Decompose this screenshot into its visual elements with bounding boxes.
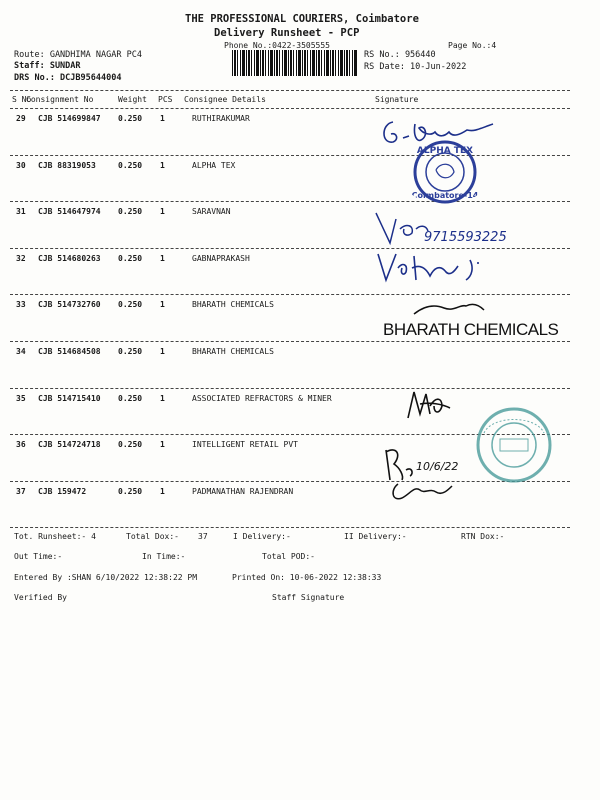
row-sno: 31 <box>16 207 26 217</box>
row-pcs: 1 <box>160 207 165 217</box>
handwritten-phone: 9715593225 <box>424 230 507 245</box>
signature-33 <box>410 296 500 320</box>
divider <box>10 527 570 528</box>
alpha-tex-stamp <box>400 140 490 205</box>
row-consignment: CJB 88319053 <box>38 160 96 170</box>
total-dox-value: 37 <box>198 532 208 541</box>
row-consignee: ASSOCIATED REFRACTORS & MINER <box>192 393 332 403</box>
col-consignee: Consignee Details <box>184 95 266 104</box>
row-pcs: 1 <box>160 114 165 123</box>
row-pcs: 1 <box>160 486 165 496</box>
rs-date: RS Date: 10-Jun-2022 <box>364 62 467 72</box>
rs-number: RS No.: 956440 <box>364 50 436 60</box>
row-pcs: 1 <box>160 440 165 450</box>
row-sno: 35 <box>16 393 26 403</box>
rtn-dox: RTN Dox:- <box>461 532 505 541</box>
row-pcs: 1 <box>160 300 165 310</box>
total-dox-label: Total Dox:- <box>126 532 179 541</box>
row-weight: 0.250 <box>118 207 143 217</box>
row-consignment: CJB 514732760 <box>38 300 101 310</box>
col-signature: Signature <box>375 95 419 104</box>
divider <box>10 388 570 389</box>
runsheet-subtitle: Delivery Runsheet - PCP <box>214 27 360 39</box>
total-pod: Total POD:- <box>262 552 315 561</box>
row-weight: 0.250 <box>118 160 143 170</box>
col-sno: S No <box>12 95 32 104</box>
phone-number: Phone No.:0422-3505555 <box>224 41 330 50</box>
signature-35 <box>400 384 460 424</box>
row-consignee: INTELLIGENT RETAIL PVT <box>192 440 298 450</box>
row-consignment: CJB 514724718 <box>38 440 101 450</box>
row-sno: 34 <box>16 347 26 356</box>
row-pcs: 1 <box>160 347 165 356</box>
row-sno: 33 <box>16 300 26 310</box>
bharath-chemicals-stamp: BHARATH CHEMICALS <box>383 320 559 339</box>
row-sno: 32 <box>16 253 26 263</box>
row-pcs: 1 <box>160 393 165 403</box>
route-label: Route: GANDHIMA NAGAR PC4 <box>14 50 142 60</box>
row-sno: 37 <box>16 486 26 496</box>
row-sno: 30 <box>16 160 26 170</box>
row-consignee: RUTHIRAKUMAR <box>192 114 250 123</box>
out-time: Out Time:- <box>14 552 63 561</box>
row-weight: 0.250 <box>118 347 143 356</box>
row-consignment: CJB 514699847 <box>38 114 101 123</box>
tot-runsheet: Tot. Runsheet:- 4 <box>14 532 96 541</box>
col-pcs: PCS <box>158 95 173 104</box>
row-consignee: BHARATH CHEMICALS <box>192 347 274 356</box>
row-weight: 0.250 <box>118 393 143 403</box>
signature-32 <box>374 246 504 286</box>
i-delivery: I Delivery:- <box>233 532 291 541</box>
divider <box>10 90 570 91</box>
divider <box>10 341 570 342</box>
printed-on: Printed On: 10-06-2022 12:38:33 <box>232 573 382 582</box>
row-pcs: 1 <box>160 160 165 170</box>
row-consignment: CJB 159472 <box>38 486 87 496</box>
row-consignment: CJB 514680263 <box>38 253 101 263</box>
page-number: Page No.:4 <box>448 41 497 50</box>
staff-signature: Staff Signature <box>272 593 345 602</box>
row-consignee: SARAVNAN <box>192 207 231 217</box>
verified-by: Verified By <box>14 593 67 602</box>
staff-label: Staff: SUNDAR <box>14 61 81 71</box>
row-sno: 29 <box>16 114 26 123</box>
company-title: THE PROFESSIONAL COURIERS, Coimbatore <box>185 13 419 25</box>
row-consignee: ALPHA TEX <box>192 160 236 170</box>
drs-label: DRS No.: DCJB95644004 <box>14 73 122 83</box>
row-consignee: PADMANATHAN RAJENDRAN <box>192 486 294 496</box>
handwritten-date: 10/6/22 <box>416 460 459 473</box>
row-weight: 0.250 <box>118 486 143 496</box>
col-consignment: Consignment No <box>26 95 94 104</box>
row-consignment: CJB 514647974 <box>38 207 101 217</box>
row-consignment: CJB 514715410 <box>38 393 101 403</box>
divider <box>10 108 570 109</box>
row-pcs: 1 <box>160 253 165 263</box>
divider <box>10 155 570 156</box>
row-consignee: BHARATH CHEMICALS <box>192 300 274 310</box>
row-consignment: CJB 514684508 <box>38 347 101 356</box>
table-header <box>12 95 572 107</box>
row-sno: 36 <box>16 440 26 450</box>
entered-by: Entered By :SHAN 6/10/2022 12:38:22 PM <box>14 573 198 582</box>
row-consignee: GABNAPRAKASH <box>192 253 250 263</box>
col-weight: Weight <box>118 95 147 104</box>
row-weight: 0.250 <box>118 300 143 310</box>
alpha-stamp-bottom-text: Coimbatore-14 <box>411 191 479 200</box>
row-weight: 0.250 <box>118 114 143 123</box>
table-row <box>12 347 572 393</box>
signature-36 <box>380 430 490 520</box>
alpha-stamp-top-text: ALPHA TEX <box>416 146 474 156</box>
barcode <box>232 50 357 76</box>
ii-delivery: II Delivery:- <box>344 532 407 541</box>
row-weight: 0.250 <box>118 253 143 263</box>
row-weight: 0.250 <box>118 440 143 450</box>
in-time: In Time:- <box>142 552 186 561</box>
